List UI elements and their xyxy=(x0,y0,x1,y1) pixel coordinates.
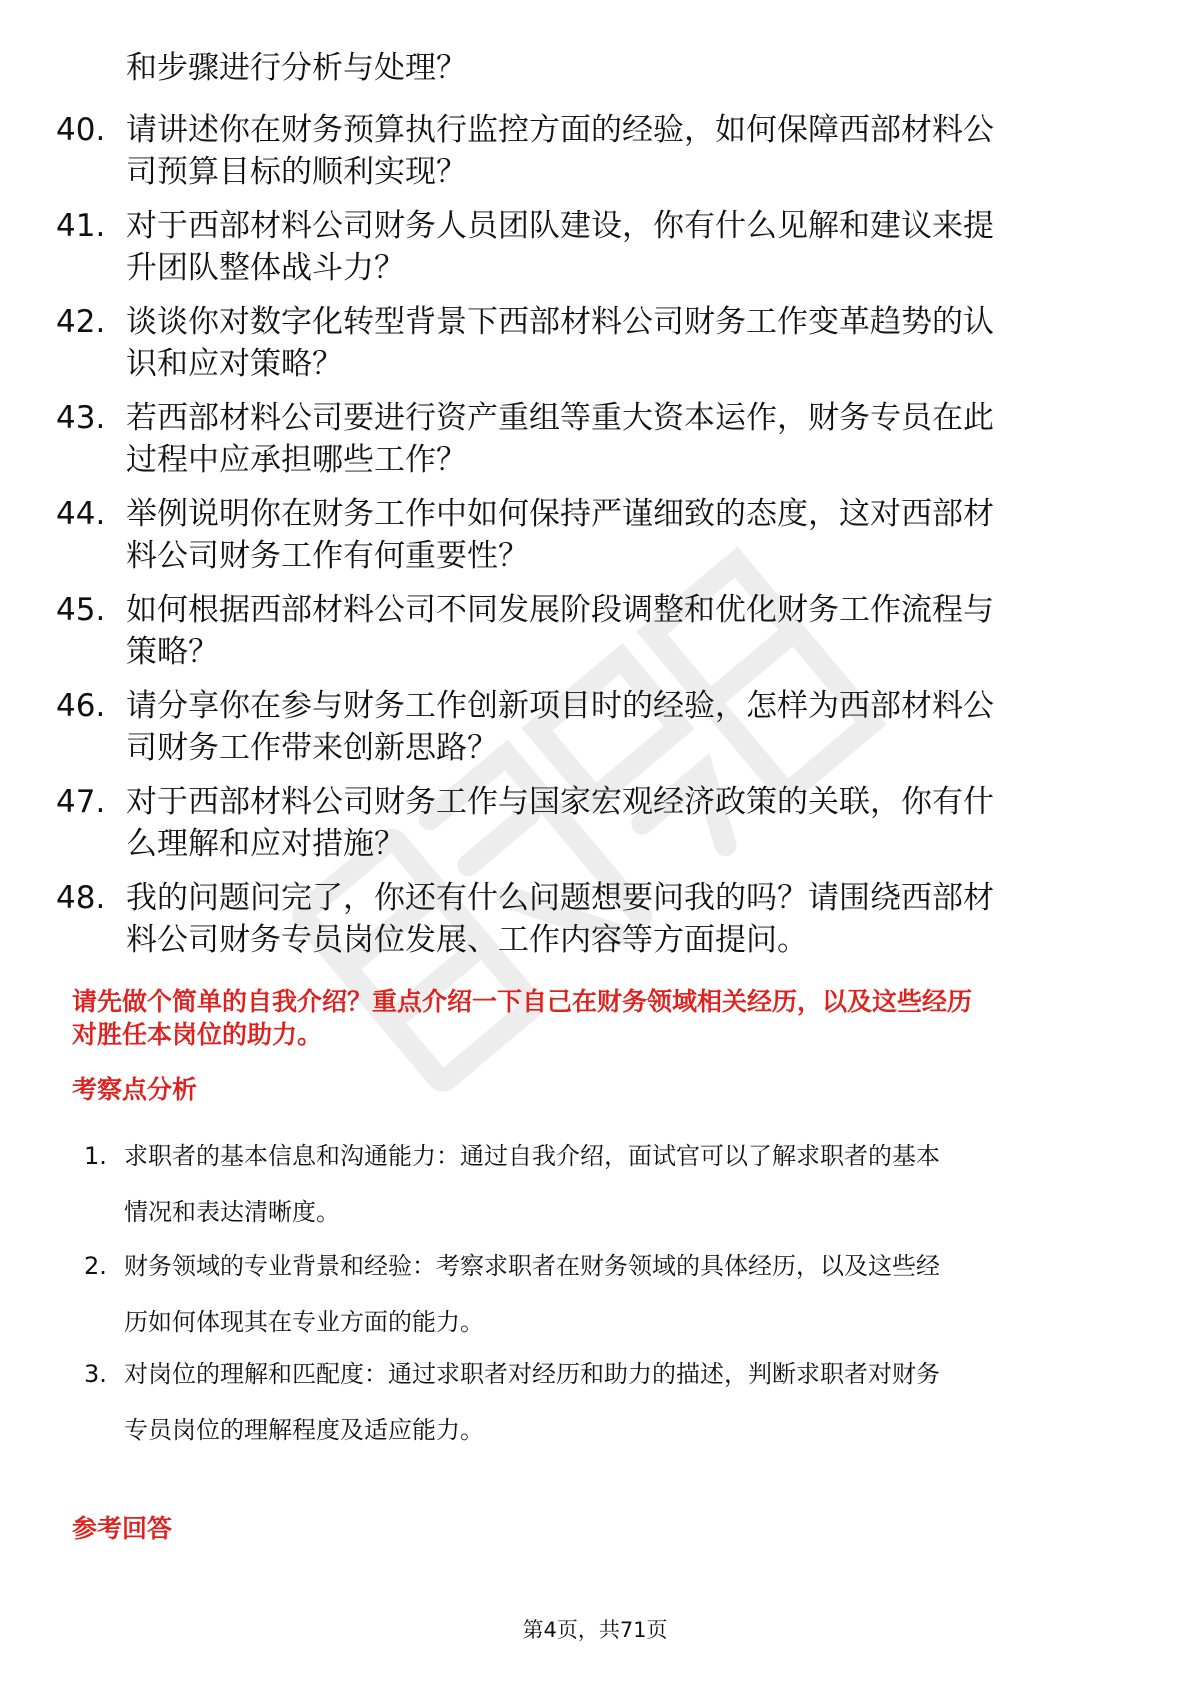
question-number: 44. xyxy=(56,496,106,532)
question-item xyxy=(0,590,1190,680)
question-number: 45. xyxy=(56,592,106,628)
analysis-text-line: 财务领域的专业背景和经验：考察求职者在财务领域的具体经历，以及这些经 xyxy=(124,1252,940,1280)
question-item xyxy=(0,302,1190,392)
question-text-line: 我的问题问完了，你还有什么问题想要问我的吗？请围绕西部材 xyxy=(126,880,994,916)
question-number: 41. xyxy=(56,208,106,244)
analysis-text-line: 专员岗位的理解程度及适应能力。 xyxy=(124,1416,484,1444)
question-item xyxy=(0,878,1190,968)
question-text-line: 策略？ xyxy=(126,634,219,670)
analysis-item xyxy=(0,1250,1190,1360)
analysis-number: 1. xyxy=(84,1142,107,1170)
question-item xyxy=(0,494,1190,584)
page-footer: 第4页，共71页 xyxy=(522,1618,668,1642)
question-item xyxy=(0,110,1190,200)
question-text-line: 请分享你在参与财务工作创新项目时的经验，怎样为西部材料公 xyxy=(126,688,994,724)
highlight-question-line: 对胜任本岗位的助力。 xyxy=(72,1020,323,1049)
analysis-text-line: 对岗位的理解和匹配度：通过求职者对经历和助力的描述，判断求职者对财务 xyxy=(124,1360,940,1388)
analysis-item xyxy=(0,1358,1190,1468)
question-text-line: 升团队整体战斗力？ xyxy=(126,250,405,286)
question-text-line: 司财务工作带来创新思路？ xyxy=(126,730,498,766)
reference-answer-heading: 参考回答 xyxy=(72,1514,173,1543)
analysis-number: 3. xyxy=(84,1360,107,1388)
question-text-line: 料公司财务工作有何重要性？ xyxy=(126,538,529,574)
analysis-text-line: 求职者的基本信息和沟通能力：通过自我介绍，面试官可以了解求职者的基本 xyxy=(124,1142,940,1170)
question-text-line: 若西部材料公司要进行资产重组等重大资本运作，财务专员在此 xyxy=(126,400,994,436)
analysis-heading: 考察点分析 xyxy=(72,1075,198,1104)
question-text-line: 料公司财务专员岗位发展、工作内容等方面提问。 xyxy=(126,922,808,958)
question-text-line: 如何根据西部材料公司不同发展阶段调整和优化财务工作流程与 xyxy=(126,592,994,628)
highlight-question-line: 请先做个简单的自我介绍？重点介绍一下自己在财务领域相关经历，以及这些经历 xyxy=(72,987,973,1016)
analysis-text-line: 历如何体现其在专业方面的能力。 xyxy=(124,1308,484,1336)
question-text-line: 司预算目标的顺利实现？ xyxy=(126,154,467,190)
question-item xyxy=(0,782,1190,872)
question-number: 43. xyxy=(56,400,106,436)
question-text-line: 么理解和应对措施？ xyxy=(126,826,405,862)
analysis-text-line: 情况和表达清晰度。 xyxy=(124,1198,340,1226)
question-item xyxy=(0,686,1190,776)
question-number: 42. xyxy=(56,304,106,340)
question-text-line: 举例说明你在财务工作中如何保持严谨细致的态度，这对西部材 xyxy=(126,496,994,532)
question-text-line: 谈谈你对数字化转型背景下西部材料公司财务工作变革趋势的认 xyxy=(126,304,994,340)
analysis-number: 2. xyxy=(84,1252,107,1280)
question-text-line: 请讲述你在财务预算执行监控方面的经验，如何保障西部材料公 xyxy=(126,112,994,148)
question-number: 48. xyxy=(56,880,106,916)
question-item xyxy=(0,398,1190,488)
question-text-line: 过程中应承担哪些工作？ xyxy=(126,442,467,478)
question-text-line: 识和应对策略？ xyxy=(126,346,343,382)
analysis-item xyxy=(0,1140,1190,1250)
question-number: 47. xyxy=(56,784,106,820)
question-text-line: 对于西部材料公司财务工作与国家宏观经济政策的关联，你有什 xyxy=(126,784,994,820)
question-number: 40. xyxy=(56,112,106,148)
question-number: 46. xyxy=(56,688,106,724)
question-item xyxy=(0,206,1190,296)
question-continuation: 和步骤进行分析与处理？ xyxy=(126,50,467,86)
question-text-line: 对于西部材料公司财务人员团队建设，你有什么见解和建议来提 xyxy=(126,208,994,244)
